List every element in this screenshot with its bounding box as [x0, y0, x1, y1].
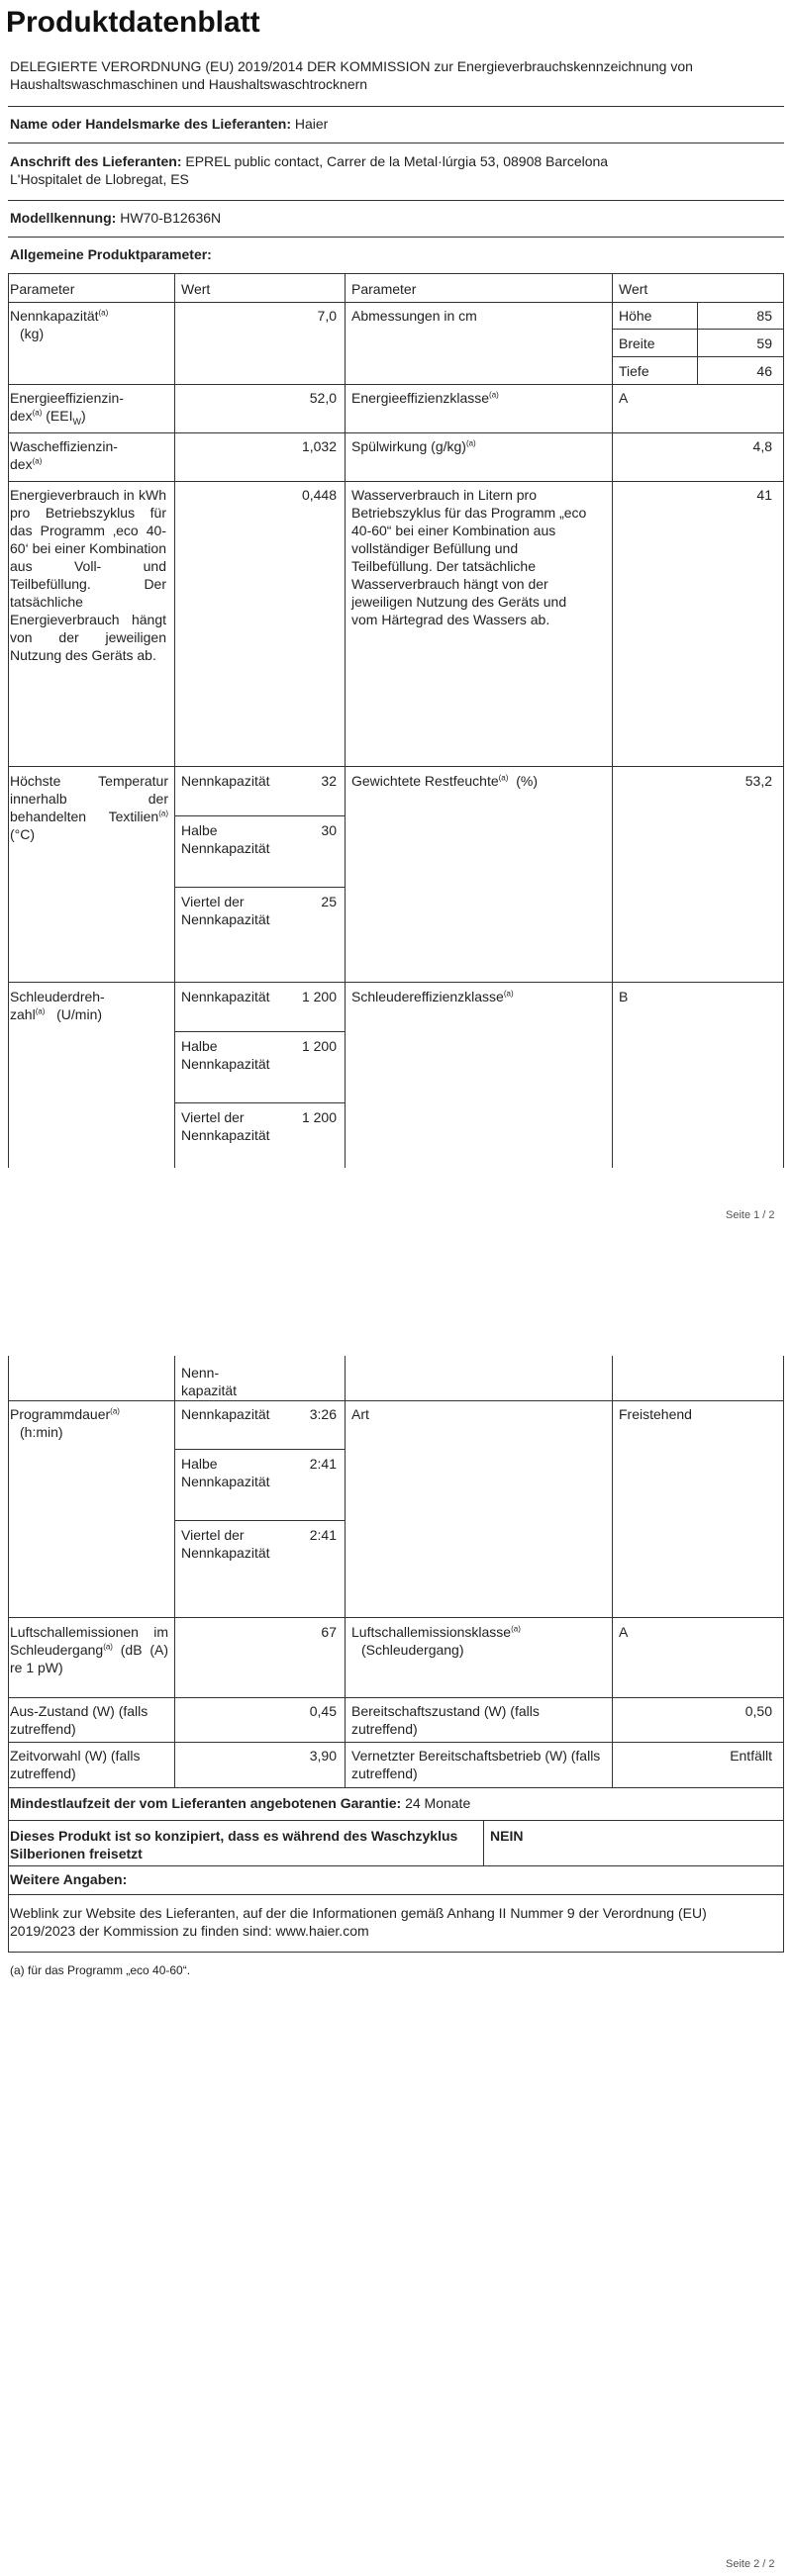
width-label: Breite	[619, 335, 655, 351]
silver-ions-value: NEIN	[490, 1828, 524, 1844]
col-header-param-2: Parameter	[351, 281, 417, 297]
spin-class-label: Schleudereffizienzklasse$^{(a)}$	[351, 989, 514, 1004]
noise-value: 67	[321, 1624, 337, 1640]
temp-cap-half-label: Halbe Nennkapazität	[181, 822, 270, 856]
energy-class-label: Energieeffizienzklasse$^{(a)}$	[351, 390, 499, 406]
wash-eff-label: Wascheffizienzin- dex$^{(a)}$	[10, 438, 118, 472]
networked-standby-value: Entfällt	[730, 1748, 772, 1764]
off-mode-label: Aus-Zustand (W) (falls zutreffend)	[10, 1703, 148, 1737]
noise-class-label: Luftschallemissionsklasse$^{(a)}$ (Schleudergang)	[351, 1624, 521, 1658]
spin-full-value: 1 200	[301, 989, 337, 1004]
spin-cap-quarter-cont: Nenn- kapazität	[181, 1365, 238, 1398]
rinse-value: 4,8	[752, 438, 772, 454]
wash-eff-value: 1,032	[301, 438, 337, 454]
temp-full-value: 32	[321, 773, 337, 789]
weblink-text: Weblink zur Website des Lieferanten, auf der die Informationen gemäß Anhang II Nummer 9 der Verordnung (EU) 2019/2023 der Kommission zu finden sind: www.haier.com	[10, 1905, 707, 1939]
duration-half-value: 2:41	[309, 1456, 337, 1472]
water-consumption-value: 41	[756, 487, 772, 503]
dimensions-label: Abmessungen in cm	[351, 308, 477, 324]
max-temp-label: Höchste Temperatur innerhalb der behandelten Textilien$^{(a)}$ (°C)	[10, 773, 168, 842]
page-1	[0, 0, 792, 1247]
duration-quarter-value: 2:41	[309, 1527, 337, 1543]
duration-cap-half-label: Halbe Nennkapazität	[181, 1456, 270, 1489]
general-params-heading: Allgemeine Produktparameter:	[10, 246, 212, 262]
duration-cap-quarter-label: Viertel der Nennkapazität	[181, 1527, 270, 1561]
energy-consumption-value: 0,448	[301, 487, 337, 503]
temp-half-value: 30	[321, 822, 337, 838]
col-header-value-2: Wert	[619, 281, 648, 297]
spin-cap-half-label: Halbe Nennkapazität	[181, 1038, 270, 1072]
supplier-name: Haier	[294, 116, 329, 132]
spin-quarter-value: 1 200	[301, 1109, 337, 1125]
standby-value: 0,50	[744, 1703, 772, 1719]
water-consumption-label: Wasserverbrauch in Litern pro Betriebszyklus für das Programm „eco 40-60“ bei einer Kombination aus vollständiger Befüllung und Teilbefüllung. Der tatsächliche Wasserverbrauch hängt von der jeweiligen Nutzung des Geräts und vom Härtegrad des Wassers ab.	[351, 487, 587, 627]
col-header-param-1: Parameter	[10, 281, 75, 297]
width-value: 59	[756, 335, 772, 351]
delay-start-value: 3,90	[309, 1748, 337, 1764]
noise-label: Luftschallemissionen im Schleudergang$^{(a)}$ (dB (A) re 1 pW)	[10, 1624, 169, 1675]
spin-cap-full-label: Nennkapazität	[181, 989, 270, 1004]
networked-standby-label: Vernetzter Bereitschaftsbetrieb (W) (falls zutreffend)	[351, 1748, 601, 1781]
energy-consumption-label: Energieverbrauch in kWh pro Betriebszyklus für das Programm ‚eco 40-60‘ bei einer Kombination aus Voll- und Teilbefüllung. Der tatsächliche Energieverbrauch hängt von der jeweiligen Nutzung des Geräts ab.	[10, 487, 166, 663]
height-label: Höhe	[619, 308, 652, 324]
depth-label: Tiefe	[619, 363, 649, 379]
col-header-value-1: Wert	[181, 281, 211, 297]
more-info-heading: Weitere Angaben:	[10, 1871, 128, 1887]
spin-speed-label: Schleuderdreh- zahl$^{(a)}$ (U/min)	[10, 989, 105, 1022]
duration-cap-full-label: Nennkapazität	[181, 1406, 270, 1422]
footnote: (a) für das Programm „eco 40-60“.	[10, 1963, 191, 1977]
supplier-address-2: L'Hospitalet de Llobregat, ES	[10, 171, 189, 187]
type-label: Art	[351, 1406, 369, 1422]
temp-cap-quarter-label: Viertel der Nennkapazität	[181, 894, 270, 927]
noise-class-value: A	[619, 1624, 629, 1640]
energy-class-value: A	[619, 390, 629, 406]
regulation-text: DELEGIERTE VERORDNUNG (EU) 2019/2014 DER KOMMISSION zur Energieverbrauchskennzeichnung von Haushaltswaschmaschinen und Haushaltswaschtrocknern	[10, 58, 693, 92]
warranty-value: 24 Monate	[405, 1795, 471, 1811]
off-mode-value: 0,45	[309, 1703, 337, 1719]
supplier-row: Name oder Handelsmarke des Lieferanten: Haier	[10, 116, 329, 132]
capacity-value: 7,0	[317, 308, 337, 324]
height-value: 85	[756, 308, 772, 324]
duration-label: Programmdauer$^{(a)}$ (h:min)	[10, 1406, 120, 1440]
warranty-row: Mindestlaufzeit der vom Lieferanten angebotenen Garantie: 24 Monate	[10, 1795, 471, 1811]
type-value: Freistehend	[619, 1406, 692, 1422]
capacity-label: Nennkapazität$^{(a)}$ (kg)	[10, 308, 109, 341]
moisture-value: 53,2	[744, 773, 772, 789]
rinse-label: Spülwirkung $(g/kg)^{(a)}$	[351, 438, 476, 454]
spin-class-value: B	[619, 989, 629, 1004]
temp-cap-full-label: Nennkapazität	[181, 773, 270, 789]
duration-full-value: 3:26	[309, 1406, 337, 1422]
spin-cap-quarter-label: Viertel der Nennkapazität	[181, 1109, 270, 1143]
eei-value: 52,0	[309, 390, 337, 406]
document-title: Produktdatenblatt	[6, 6, 260, 39]
standby-label: Bereitschaftszustand (W) (falls zutreffend)	[351, 1703, 540, 1737]
supplier-address: EPREL public contact, Carrer de la Metal·lúrgia 53, 08908 Barcelona	[185, 153, 609, 169]
page-number-2: Seite 2 / 2	[726, 2558, 775, 2570]
model-row: Modellkennung: HW70-B12636N	[10, 210, 222, 226]
temp-quarter-value: 25	[321, 894, 337, 909]
model-id: HW70-B12636N	[120, 210, 222, 226]
page-2	[0, 1346, 792, 2576]
silver-ions-label: Dieses Produkt ist so konzipiert, dass es während des Waschzyklus Silberionen freisetzt	[10, 1828, 458, 1861]
delay-start-label: Zeitvorwahl (W) (falls zutreffend)	[10, 1748, 141, 1781]
address-row: Anschrift des Lieferanten: EPREL public contact, Carrer de la Metal·lúrgia 53, 08908 Barcelona L'Hospitalet de Llobregat, ES	[10, 153, 609, 187]
spin-half-value: 1 200	[301, 1038, 337, 1054]
eei-label: Energieeffizienzin- dex$^{(a)}$ $(EEI_W)$	[10, 390, 124, 427]
depth-value: 46	[756, 363, 772, 379]
moisture-label: Gewichtete Restfeuchte$^{(a)}$ (%)	[351, 773, 538, 789]
page-number-1: Seite 1 / 2	[726, 1209, 775, 1221]
